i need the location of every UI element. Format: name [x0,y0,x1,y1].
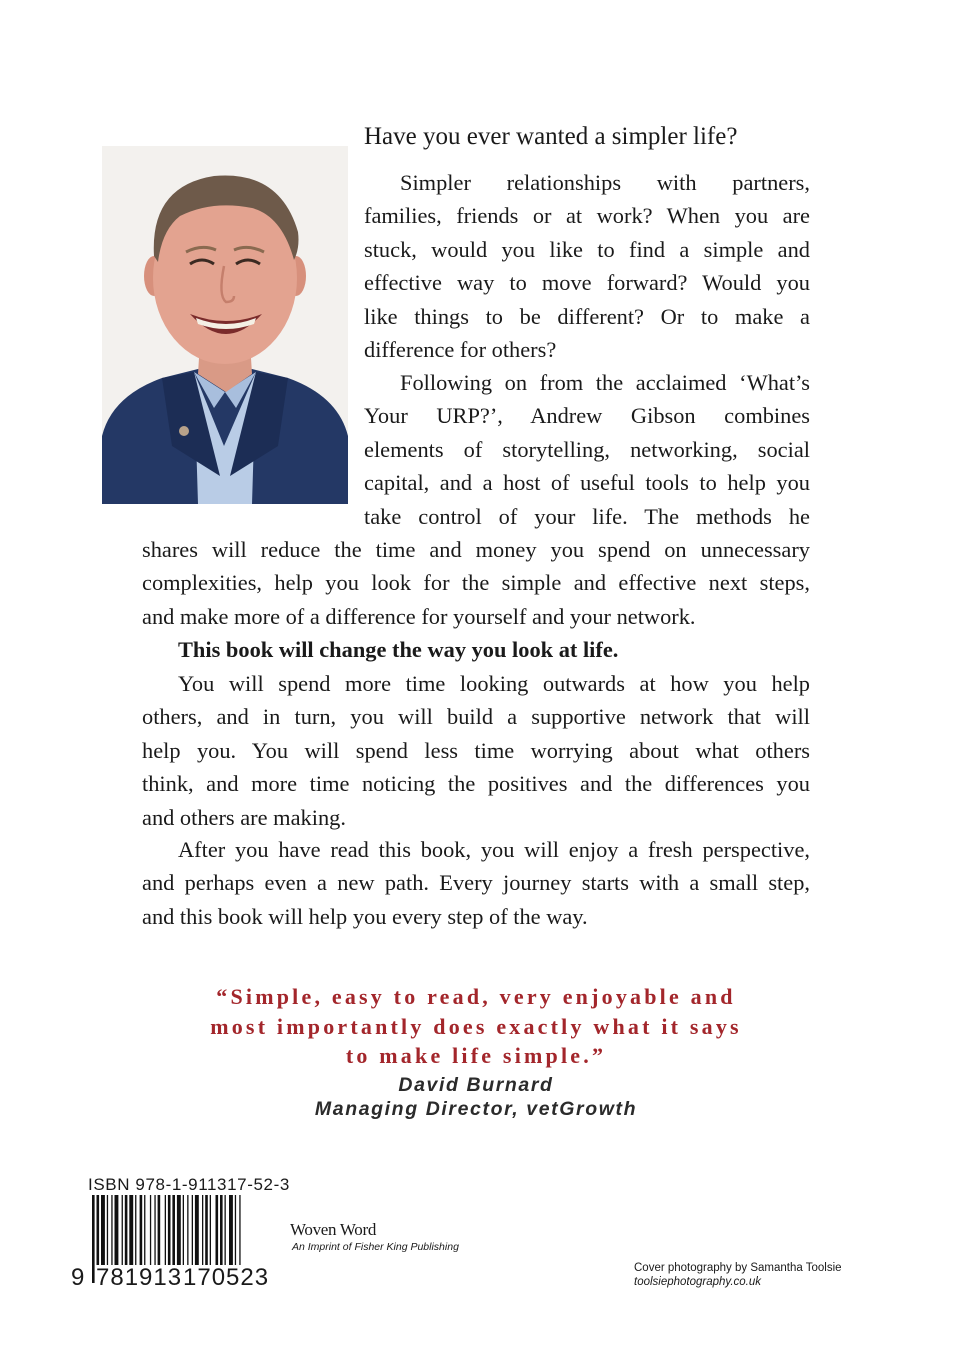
barcode-bar [205,1195,208,1267]
barcode-bar [111,1195,112,1267]
following-line: take control of your life. The methods he [364,503,810,529]
barcode-bar [140,1195,143,1267]
following-line: and make more of a difference for yourself and your network. [142,603,696,629]
barcode-bar [172,1195,175,1267]
following-line: capital, and a host of useful tools to help you [364,470,810,496]
outward-line: You will spend more time looking outwards at how you help [178,671,810,696]
testimonial-attribution [142,1073,810,1121]
barcode-bar [158,1195,161,1267]
barcode-digits-group2: 170523 [183,1264,270,1291]
following-line: shares will reduce the time and money you spend on unnecessary [142,537,810,562]
author-photo [102,146,348,504]
barcode-bar [107,1195,108,1267]
barcode-digit-first: 9 [71,1264,86,1291]
outward-paragraph [142,667,810,834]
intro-paragraph [364,166,810,366]
barcode-bar [135,1195,136,1267]
barcode-bar [165,1195,166,1267]
following-line: Your URP?’, Andrew Gibson combines [364,403,810,429]
quote-author: David Burnard [398,1074,554,1096]
barcode-bar [225,1195,226,1267]
outward-line: and others are making. [142,804,346,830]
barcode-bar [177,1195,181,1267]
following-line: complexities, help you look for the simple and effective next steps, [142,570,810,596]
quote-line: most importantly does exactly what it says [210,1013,742,1039]
following-line: Following on from the acclaimed ‘What’s [400,370,810,395]
barcode-bar [195,1195,199,1267]
publisher-name: Woven Word [290,1220,377,1239]
after-line: and this book will help you every step of the way. [142,903,588,929]
headline: Have you ever wanted a simpler life? [364,123,738,150]
barcode-bar [183,1195,184,1267]
barcode-bar [210,1195,211,1267]
intro-line: effective way to move forward? Would you [364,270,810,296]
outward-line: help you. You will spend less time worrying about what others [142,737,810,763]
barcode-bar [101,1195,105,1267]
following-line: elements of storytelling, networking, social [364,436,810,462]
testimonial-quote [142,982,810,1071]
after-paragraph [142,833,810,933]
quote-line: “Simple, easy to read, very enjoyable and [216,984,736,1009]
bold-statement: This book will change the way you look at life. [178,637,619,662]
barcode-bar [220,1195,223,1267]
intro-line: stuck, would you like to find a simple and [364,236,810,262]
barcode-bar [235,1195,236,1267]
barcode-bar [154,1195,155,1267]
after-line: and perhaps even a new path. Every journey starts with a small step, [142,870,810,896]
photo-credit-text: Cover photography by Samantha Toolsie [634,1262,842,1274]
barcode-bar [229,1195,233,1267]
barcode-bar [144,1195,145,1267]
quote-line: to make life simple.” [345,1043,607,1068]
barcode-bar [150,1195,151,1267]
after-line: After you have read this book, you will enjoy a fresh perspective, [178,837,810,862]
barcode-bar [202,1195,203,1267]
isbn-label: ISBN 978-1-911317-52-3 [88,1175,290,1194]
quote-role: Managing Director, vetGrowth [314,1098,638,1120]
publisher-imprint: An Imprint of Fisher King Publishing [292,1241,459,1253]
barcode-bar [129,1195,133,1267]
outward-line: think, and more time noticing the positives and the differences you [142,771,810,797]
barcode-bar [122,1195,123,1267]
intro-line: like things to be different? Or to make a [364,303,810,329]
intro-line: families, friends or at work? When you are [364,203,810,229]
barcode-bar [192,1195,193,1267]
barcode-bar [115,1195,119,1267]
intro-line: Simpler relationships with partners, [400,170,810,195]
photo-credit [634,1261,842,1289]
intro-line: difference for others? [364,337,557,363]
outward-line: others, and in turn, you will build a supportive network that will [142,704,810,730]
following-paragraph-continued [142,533,810,633]
following-paragraph [364,366,810,533]
photo-credit-site: toolsiephotography.co.uk [634,1276,762,1288]
barcode-bar [187,1195,188,1267]
barcode-bar [125,1195,128,1267]
barcode-digits-group1: 781913 [96,1264,183,1291]
barcode-bar [216,1195,219,1267]
